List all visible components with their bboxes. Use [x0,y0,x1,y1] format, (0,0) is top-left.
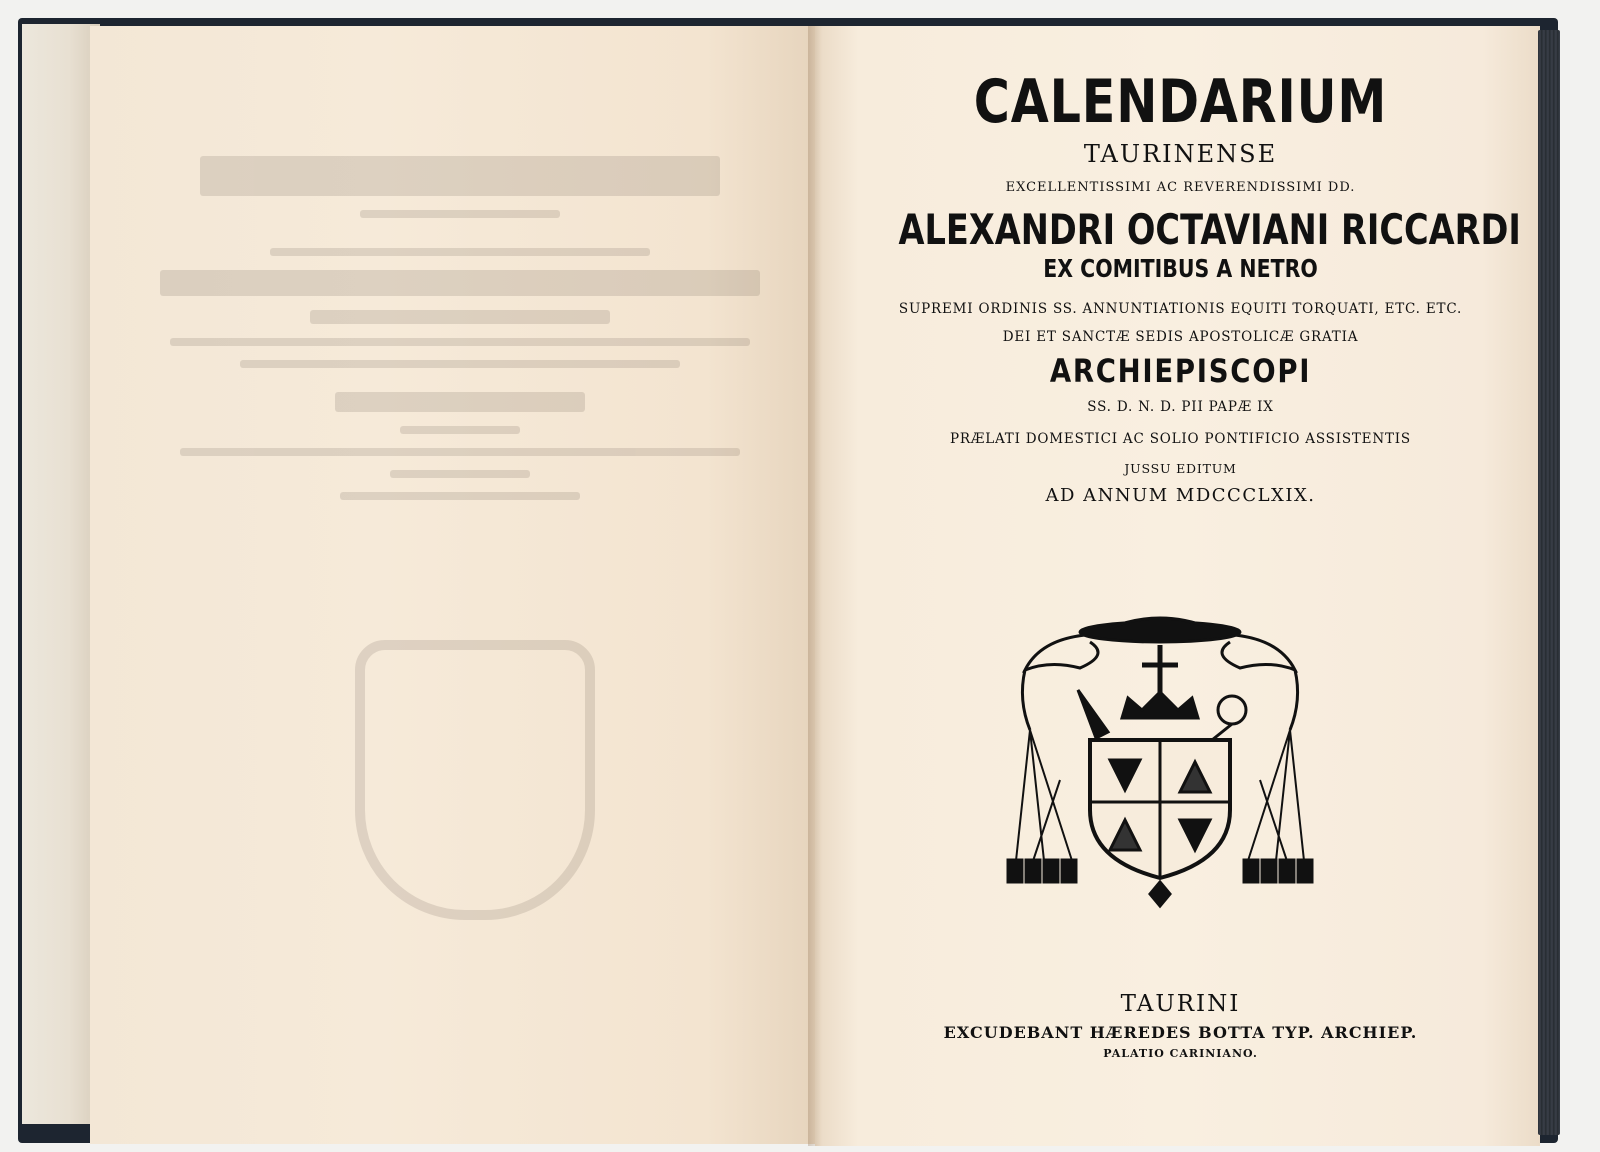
imprint-location: PALATIO CARINIANO. [1103,1047,1258,1060]
page-edges [1538,30,1560,1135]
title: CALENDARIUM [973,67,1388,137]
year-line: AD ANNUM MDCCCLXIX. [1045,485,1316,506]
archbishop-coat-of-arms-icon [1000,610,1320,920]
imprint-printer: EXCUDEBANT HÆREDES BOTTA TYP. ARCHIEP. [943,1023,1418,1042]
imprint [828,990,1533,1062]
subtitle: TAURINENSE [1083,140,1278,168]
edict: JUSSU EDITUM [1124,461,1237,476]
book-inner-board [22,24,100,1124]
archbishop-name: ALEXANDRI OCTAVIANI RICCARDI [898,205,1521,254]
order-line: SUPREMI ORDINIS SS. ANNUNTIATIONIS EQUITI TORQUATI, ETC. ETC. [898,301,1463,317]
prelate-line: PRÆLATI DOMESTICI AC SOLIO PONTIFICIO ASSISTENTIS [950,431,1411,447]
honorific: EXCELLENTISSIMI AC REVERENDISSIMI DD. [1005,180,1356,195]
office: ARCHIEPISCOPI [1049,352,1312,390]
left-page-show-through [140,80,780,1080]
gutter-shadow [808,26,822,1146]
lineage: EX COMITIBUS A NETRO [1043,254,1318,283]
grace-line: DEI ET SANCTÆ SEDIS APOSTOLICÆ GRATIA [1002,329,1359,345]
imprint-city: TAURINI [1120,991,1241,1017]
title-block [828,67,1533,508]
pope-line: SS. D. N. D. PII PAPÆ IX [1087,399,1274,415]
